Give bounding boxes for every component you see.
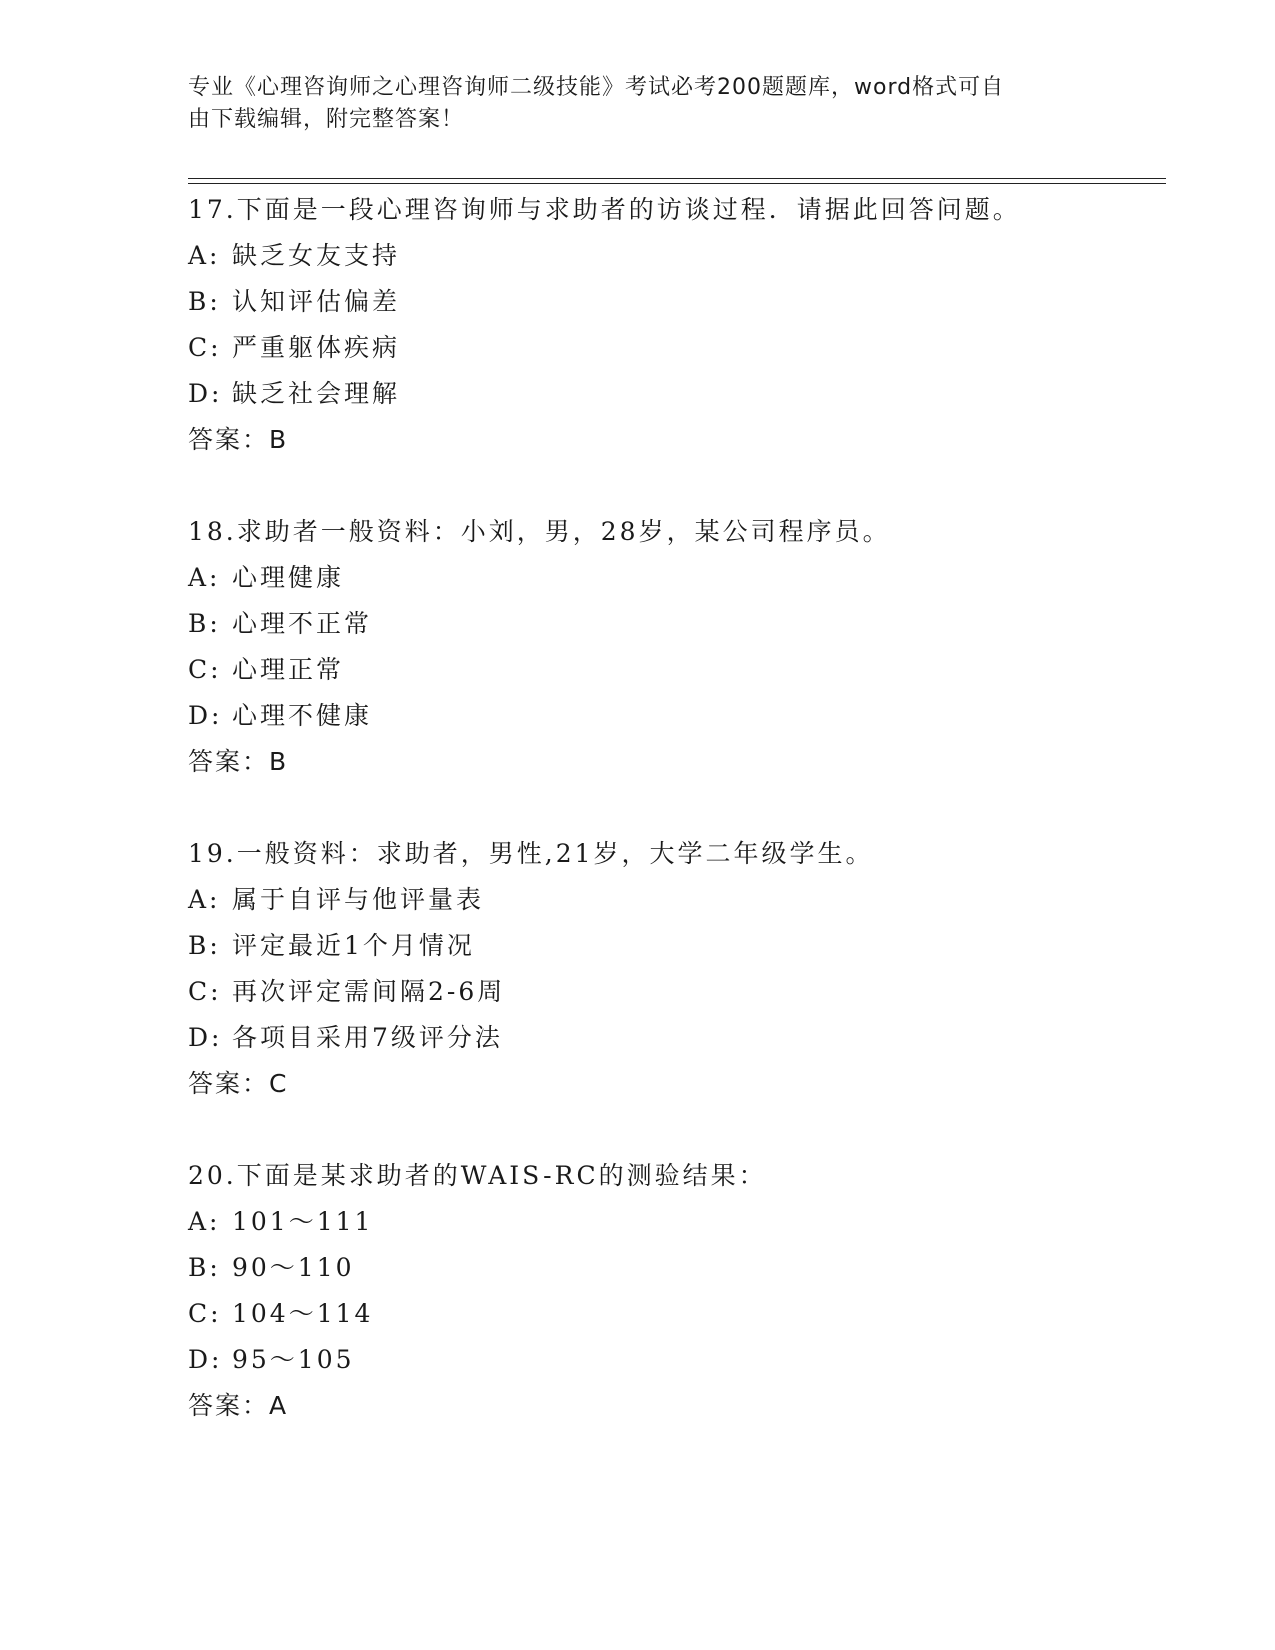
option-letter: D: [188, 1023, 223, 1052]
option-text: 再次评定需间隔2-6周 [232, 977, 506, 1006]
option-text: 90～110 [232, 1253, 355, 1282]
question-18 [188, 509, 1168, 785]
option-letter: B: [188, 287, 221, 316]
option-b [188, 279, 1168, 325]
option-letter: A: [188, 885, 221, 914]
option-letter: C: [188, 1299, 222, 1328]
option-text: 95～105 [232, 1345, 355, 1374]
option-letter: B: [188, 609, 221, 638]
document-header [188, 72, 1068, 136]
option-text: 缺乏社会理解 [232, 379, 401, 408]
option-a [188, 877, 1168, 923]
option-d [188, 371, 1168, 417]
option-b [188, 1245, 1168, 1291]
option-text: 属于自评与他评量表 [232, 885, 485, 914]
option-a [188, 233, 1168, 279]
question-19 [188, 831, 1168, 1107]
option-text: 心理健康 [232, 563, 345, 592]
option-text: 评定最近1个月情况 [232, 931, 475, 960]
question-text: 17.下面是一段心理咨询师与求助者的访谈过程．请据此回答问题。 [188, 195, 1021, 224]
option-letter: D: [188, 379, 223, 408]
question-text: 20.下面是某求助者的WAIS-RC的测验结果： [188, 1161, 767, 1190]
option-letter: A: [188, 563, 221, 592]
answer-label: 答案：C [188, 1069, 289, 1098]
option-letter: C: [188, 977, 222, 1006]
option-text: 心理不健康 [232, 701, 373, 730]
option-letter: D: [188, 701, 223, 730]
option-letter: D: [188, 1345, 223, 1374]
option-c [188, 325, 1168, 371]
option-letter: C: [188, 655, 222, 684]
answer-label: 答案：B [188, 747, 289, 776]
question-text: 18.求助者一般资料：小刘，男，28岁，某公司程序员。 [188, 517, 891, 546]
option-text: 心理正常 [232, 655, 345, 684]
option-c [188, 969, 1168, 1015]
option-d [188, 693, 1168, 739]
option-d [188, 1337, 1168, 1383]
option-text: 严重躯体疾病 [232, 333, 401, 362]
option-text: 缺乏女友支持 [232, 241, 401, 270]
option-letter: B: [188, 1253, 221, 1282]
header-line-2: 由下载编辑，附完整答案！ [188, 107, 465, 132]
answer-label: 答案：B [188, 425, 289, 454]
option-text: 104～114 [232, 1299, 374, 1328]
option-c [188, 1291, 1168, 1337]
option-b [188, 601, 1168, 647]
option-d [188, 1015, 1168, 1061]
option-letter: C: [188, 333, 222, 362]
option-b [188, 923, 1168, 969]
option-letter: B: [188, 931, 221, 960]
header-divider-bottom [188, 183, 1166, 184]
option-text: 101～111 [232, 1207, 374, 1236]
answer-label: 答案：A [188, 1391, 289, 1420]
question-20 [188, 1153, 1168, 1429]
option-letter: A: [188, 241, 221, 270]
header-line-1: 专业《心理咨询师之心理咨询师二级技能》考试必考200题题库，word格式可自 [188, 75, 1005, 100]
option-a [188, 555, 1168, 601]
option-letter: A: [188, 1207, 221, 1236]
option-text: 心理不正常 [232, 609, 373, 638]
option-c [188, 647, 1168, 693]
option-text: 各项目采用7级评分法 [232, 1023, 503, 1052]
question-17 [188, 187, 1168, 463]
option-a [188, 1199, 1168, 1245]
question-text: 19.一般资料：求助者，男性,21岁，大学二年级学生。 [188, 839, 874, 868]
header-divider-top [188, 178, 1166, 179]
option-text: 认知评估偏差 [232, 287, 401, 316]
